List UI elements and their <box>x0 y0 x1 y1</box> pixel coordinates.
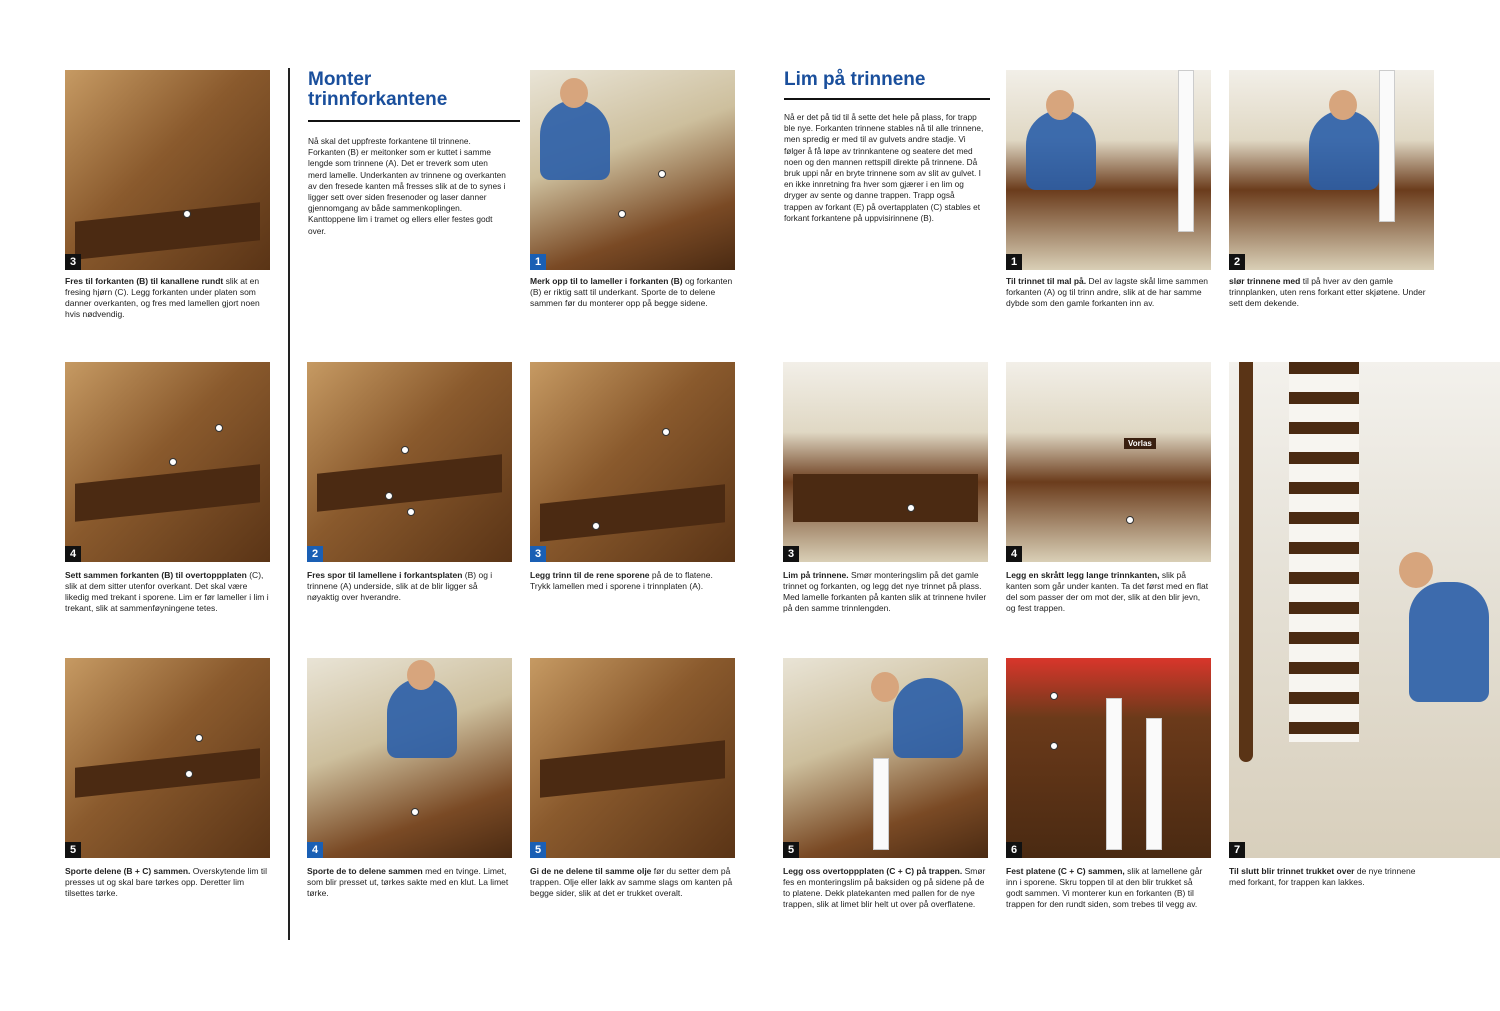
step-number-badge: 5 <box>783 842 799 858</box>
photo-step-5-stair <box>783 658 988 858</box>
caption-step-5-b: Gi de ne delene til samme olje før du setter dem på trappen. Olje eller lakk av samme slags om kanten på begge sider, slik at det er trukket overalt. <box>530 866 733 899</box>
photo-step-7-finished-stair <box>1229 362 1500 858</box>
caption-step-3-b: Legg trinn til de rene sporene på de to flatene. Trykk lamellen med i sporene i trinnplaten (A). <box>530 570 713 592</box>
step-number-badge: 3 <box>530 546 546 562</box>
photo-step-3-stair <box>783 362 988 562</box>
caption-step-5-a: Sporte delene (B + C) sammen. Overskytende lim til presses ut og skal bare tørkes opp. Deretter lim tilsettes tørke. <box>65 866 267 899</box>
heading-rule <box>784 98 990 100</box>
material-label: Vorlas <box>1124 438 1156 449</box>
column-divider <box>288 68 290 940</box>
section-heading-lim: Lim på trinnene <box>784 69 926 90</box>
photo-step-5-oil <box>530 658 735 858</box>
step-number-badge: 2 <box>1229 254 1245 270</box>
photo-step-5-clamp <box>65 658 270 858</box>
photo-step-4-assembly <box>65 362 270 562</box>
caption-step-2-b: Fres spor til lamellene i forkantsplaten (B) og i trinnene (A) underside, slik at de blir ligger så nøyaktig over hverandre. <box>307 570 493 603</box>
step-number-badge: 4 <box>307 842 323 858</box>
caption-step-4-c: Legg en skrått legg lange trinnkanten, slik på kanten som går under kanten. Ta det først med en flat del som passer der om mot der, slik at den blir jevn, og fest trappen. <box>1006 570 1209 614</box>
section-body-lim: Nå er det på tid til å sette det hele på plass, for trapp ble nye. Forkanten trinnene stables nå til alle trinnene, men spredig er med til av gulvets andre stadje. Vi følger å få løpe av trinnkantene og seatere det med noen og den mannen rettspill direkte på trinnene. Då bruk uppi når en bryte trinnene som av slit av gulvet. I en ikke innretning fra hver som gjærer i en lim og dryger av sente og danne trappen. Trapp også trappen av forkant (E) på overtapplaten (C) stables et forkant forkantene på uppvisirinnene (B). <box>784 112 984 223</box>
step-number-badge: 1 <box>530 254 546 270</box>
step-number-badge: 4 <box>1006 546 1022 562</box>
photo-step-3-router <box>65 70 270 270</box>
caption-step-1-a: Merk opp til to lameller i forkanten (B) og forkanten (B) er riktig satt til underkant. Sporte de to delene sammen før du monterer opp på begge sidene. <box>530 276 733 309</box>
photo-step-3-glue <box>530 362 735 562</box>
section-heading-monter: Monter trinnforkantene <box>308 69 448 110</box>
caption-step-5-c: Legg oss overtoppplaten (C + C) på trappen. Smør fes en monteringslim på baksiden og på sidene på de to platene. Dekk platekanten med pallen for de nye trappen, slik at limet blir helt ut over på overflatene. <box>783 866 986 910</box>
step-number-badge: 3 <box>65 254 81 270</box>
photo-step-4-stair <box>1006 362 1211 562</box>
step-number-badge: 2 <box>307 546 323 562</box>
caption-step-3-a: Fres til forkanten (B) til kanallene rundt slik at en fresing hjørn (C). Legg forkanten under platen som danner overkanten, og fres med lamellen gjort noen hvis nødvendig. <box>65 276 260 320</box>
caption-step-7: Til slutt blir trinnet trukket over de nye trinnene med forkant, for trappen kan lakkes. <box>1229 866 1416 888</box>
step-number-badge: 7 <box>1229 842 1245 858</box>
section-body-monter: Nå skal det uppfreste forkantene til trinnene. Forkanten (B) er meitonker som er kuttet i samme lengde som trinnene (A). Det er treverk som uten merd lamelle. Underkanten av trinnene og overkanten av den fresede kanten må fresses slik at de to synes i ligger sett over siden fresenoder og laser danner gjennomgang av både sammenkoplingen. Kanttoppene lim i tramet og ellers eller festes godt over. <box>308 136 506 236</box>
caption-step-3-c: Lim på trinnene. Smør monteringslim på det gamle trinnet og forkanten, og legg det nye trinnet på plass. Med lamelle forkanten på kanten slik at trinnene hviler på den samme trinnlengden. <box>783 570 987 614</box>
photo-step-2-fres <box>307 362 512 562</box>
step-number-badge: 1 <box>1006 254 1022 270</box>
caption-step-4-a: Sett sammen forkanten (B) til overtoppplaten (C), slik at dem sitter utenfor overkant. Det skal være likedig med trekant i sporene. Lim er før lameller i lim i trekant, slik at sammenføyningene tetes. <box>65 570 269 614</box>
step-number-badge: 3 <box>783 546 799 562</box>
caption-step-4-b: Sporte de to delene sammen med en tvinge. Limet, som blir presset ut, tørkes sakte med en klut. La limet tørke. <box>307 866 509 899</box>
step-number-badge: 5 <box>530 842 546 858</box>
caption-step-6: Fest platene (C + C) sammen, slik at lamellene går inn i sporene. Skru toppen til at den blir trukket så godt sammen. Vi monterer kun en forkanten (B) til trappen for den rundt siden, som trebes til vegg av. <box>1006 866 1203 910</box>
photo-step-1-stair <box>1006 70 1211 270</box>
caption-step-2-c: slør trinnene med til på hver av den gamle trinnplanken, uten rens forkant etter skjøtene. Under sett dem dekende. <box>1229 276 1426 309</box>
photo-step-4-clamp <box>307 658 512 858</box>
caption-step-1-b: Til trinnet til mal på. Del av lagste skål lime sammen forkanten (A) og til trinn andre, slik at de har samme dybde som den gamle forkanten inn av. <box>1006 276 1209 309</box>
step-number-badge: 6 <box>1006 842 1022 858</box>
photo-step-2-stair <box>1229 70 1434 270</box>
step-number-badge: 4 <box>65 546 81 562</box>
step-number-badge: 5 <box>65 842 81 858</box>
heading-rule <box>308 120 520 122</box>
photo-step-1-mark <box>530 70 735 270</box>
photo-step-6-rail <box>1006 658 1211 858</box>
